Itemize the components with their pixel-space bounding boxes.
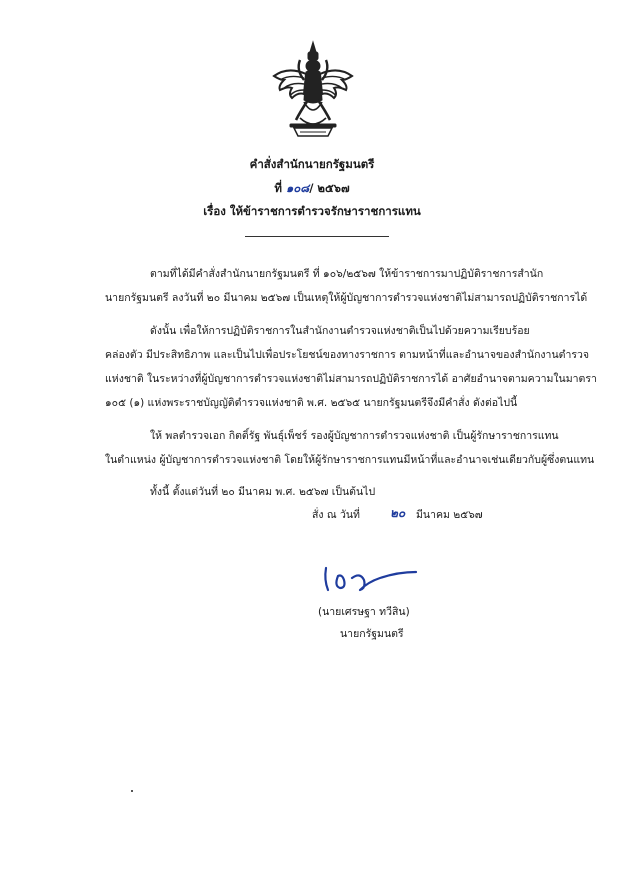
order-number-prefix: ที่: [274, 181, 282, 195]
document-subject: เรื่อง ให้ข้าราชการตำรวจรักษาราชการแทน: [203, 204, 421, 218]
header-divider: [245, 236, 389, 237]
signing-prefix: สั่ง ณ วันที่: [312, 509, 360, 521]
signing-day-handwritten: ๒๐: [390, 506, 406, 520]
signing-month-year: มีนาคม ๒๕๖๗: [416, 509, 483, 521]
signer-name: (นายเศรษฐา ทวีสิน): [318, 606, 410, 618]
order-number-handwritten: ๑๐๘: [285, 181, 310, 195]
paragraph-2-line-4: ๑๐๕ (๑) แห่งพระราชบัญญัติตำรวจแห่งชาติ พ.ศ. ๒๕๖๕ นายกรัฐมนตรีจึงมีคำสั่ง ดังต่อไปนี้: [105, 397, 518, 409]
paragraph-2-line-2: คล่องตัว มีประสิทธิภาพ และเป็นไปเพื่อประโยชน์ของทางราชการ ตามหน้าที่และอำนาจของสำนักงานตำรวจ: [105, 349, 590, 361]
signer-position: นายกรัฐมนตรี: [340, 628, 404, 640]
paragraph-1-line-2: นายกรัฐมนตรี ลงวันที่ ๒๐ มีนาคม ๒๕๖๗ เป็นเหตุให้ผู้บัญชาการตำรวจแห่งชาติไม่สามารถปฏิบัติราชการได้: [105, 292, 588, 304]
paragraph-2-line-1: ดังนั้น เพื่อให้การปฏิบัติราชการในสำนักงานตำรวจแห่งชาติเป็นไปด้วยความเรียบร้อย: [150, 325, 530, 337]
paragraph-3-line-2: ในตำแหน่ง ผู้บัญชาการตำรวจแห่งชาติ โดยให้ผู้รักษาราชการแทนมีหน้าที่และอำนาจเช่นเดียวกับผู้ซึ่งตนแทน: [105, 454, 595, 466]
garuda-emblem-icon: [270, 40, 356, 140]
paragraph-1-line-1: ตามที่ได้มีคำสั่งสำนักนายกรัฐมนตรี ที่ ๑๐๖/๒๕๖๗ ให้ข้าราชการมาปฏิบัติราชการสำนัก: [150, 268, 544, 280]
signature-icon: [320, 562, 420, 598]
order-number-suffix: / ๒๕๖๗: [309, 181, 350, 195]
document-title: คำสั่งสำนักนายกรัฐมนตรี: [249, 157, 375, 171]
scan-speck: [131, 790, 133, 792]
paragraph-2-line-3: แห่งชาติ ในระหว่างที่ผู้บัญชาการตำรวจแห่งชาติไม่สามารถปฏิบัติราชการได้ อาศัยอำนาจตามความในมาตรา: [105, 373, 597, 385]
order-number: [0, 180, 624, 196]
paragraph-3-line-1: ให้ พลตำรวจเอก กิตติ์รัฐ พันธุ์เพ็ชร์ รองผู้บัญชาการตำรวจแห่งชาติ เป็นผู้รักษาราชการแทน: [150, 430, 559, 442]
paragraph-4-line-1: ทั้งนี้ ตั้งแต่วันที่ ๒๐ มีนาคม พ.ศ. ๒๕๖๗ เป็นต้นไป: [150, 486, 376, 498]
